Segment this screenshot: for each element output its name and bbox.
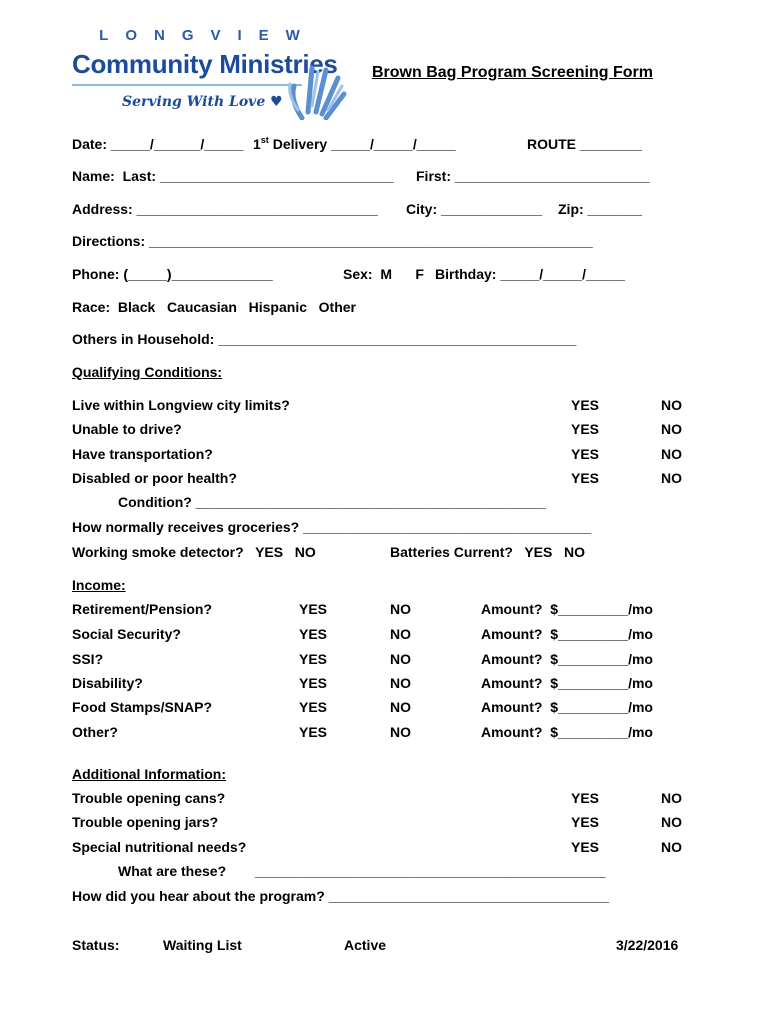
what-are-these-label: What are these?: [118, 863, 227, 879]
yes-option[interactable]: YES: [299, 699, 328, 715]
route-field[interactable]: ROUTE ________: [527, 136, 643, 152]
active-option[interactable]: Active: [344, 937, 387, 953]
community-ministries-logo: [68, 20, 348, 120]
no-option[interactable]: NO: [390, 601, 411, 617]
amount-field[interactable]: Amount? $_________/mo: [481, 601, 653, 617]
delivery-number: 1: [253, 136, 261, 152]
birthday-field[interactable]: Birthday: _____/_____/_____: [435, 266, 625, 282]
first-name-field[interactable]: First: _________________________: [416, 168, 650, 184]
income-type: Disability?: [72, 675, 143, 691]
additional-question: Trouble opening cans?: [72, 790, 226, 806]
income-type: Retirement/Pension?: [72, 601, 213, 617]
yes-option[interactable]: YES: [571, 814, 600, 830]
date-field[interactable]: Date: _____/______/_____: [72, 136, 244, 152]
batteries-field[interactable]: Batteries Current? YES NO: [390, 544, 586, 560]
yes-option[interactable]: YES: [571, 446, 600, 462]
first-delivery-field[interactable]: [253, 136, 456, 152]
income-heading: Income:: [72, 577, 126, 593]
city-field[interactable]: City: _____________: [406, 201, 543, 217]
groceries-field[interactable]: How normally receives groceries? _____________________________________: [72, 519, 592, 535]
yes-option[interactable]: YES: [571, 421, 600, 437]
income-type: Food Stamps/SNAP?: [72, 699, 213, 715]
amount-field[interactable]: Amount? $_________/mo: [481, 724, 653, 740]
directions-field[interactable]: Directions: _________________________________________________________: [72, 233, 593, 249]
delivery-label: Delivery _____/_____/_____: [268, 136, 456, 152]
logo-top-text: LONGVIEW: [99, 27, 317, 44]
what-are-these-field[interactable]: _____________________________________________: [255, 863, 606, 879]
yes-option[interactable]: YES: [571, 397, 600, 413]
heart-icon: ♥: [270, 94, 283, 110]
status-label: Status:: [72, 937, 120, 953]
yes-option[interactable]: YES: [299, 724, 328, 740]
sex-field[interactable]: Sex: M F: [343, 266, 424, 282]
logo-tagline: [122, 94, 283, 110]
logo-main-text: Community Ministries: [72, 49, 338, 79]
additional-question: Special nutritional needs?: [72, 839, 247, 855]
no-option[interactable]: NO: [661, 421, 682, 437]
logo-tagline-text: Serving With Love: [122, 94, 266, 110]
amount-field[interactable]: Amount? $_________/mo: [481, 699, 653, 715]
others-in-household-field[interactable]: Others in Household: ______________________________________________: [72, 331, 577, 347]
no-option[interactable]: NO: [390, 626, 411, 642]
yes-option[interactable]: YES: [299, 651, 328, 667]
income-type: SSI?: [72, 651, 104, 667]
address-field[interactable]: Address: _______________________________: [72, 201, 378, 217]
income-type: Other?: [72, 724, 118, 740]
how-did-you-hear-field[interactable]: How did you hear about the program? ____________________________________: [72, 888, 609, 904]
qualifying-question: Have transportation?: [72, 446, 213, 462]
additional-information-heading: Additional Information:: [72, 766, 226, 782]
yes-option[interactable]: YES: [571, 790, 600, 806]
qualifying-conditions-heading: Qualifying Conditions:: [72, 364, 223, 380]
no-option[interactable]: NO: [390, 724, 411, 740]
smoke-detector-field[interactable]: Working smoke detector? YES NO: [72, 544, 316, 560]
no-option[interactable]: NO: [661, 790, 682, 806]
no-option[interactable]: NO: [390, 651, 411, 667]
no-option[interactable]: NO: [661, 814, 682, 830]
no-option[interactable]: NO: [661, 397, 682, 413]
no-option[interactable]: NO: [390, 675, 411, 691]
amount-field[interactable]: Amount? $_________/mo: [481, 675, 653, 691]
income-type: Social Security?: [72, 626, 181, 642]
yes-option[interactable]: YES: [299, 601, 328, 617]
yes-option[interactable]: YES: [571, 470, 600, 486]
amount-field[interactable]: Amount? $_________/mo: [481, 651, 653, 667]
form-title: Brown Bag Program Screening Form: [372, 64, 653, 81]
qualifying-question: Live within Longview city limits?: [72, 397, 290, 413]
delivery-ordinal: st: [260, 135, 269, 145]
no-option[interactable]: NO: [390, 699, 411, 715]
amount-field[interactable]: Amount? $_________/mo: [481, 626, 653, 642]
no-option[interactable]: NO: [661, 839, 682, 855]
qualifying-question: Disabled or poor health?: [72, 470, 237, 486]
hand-icon: [272, 60, 348, 120]
additional-question: Trouble opening jars?: [72, 814, 219, 830]
yes-option[interactable]: YES: [299, 626, 328, 642]
no-option[interactable]: NO: [661, 470, 682, 486]
zip-field[interactable]: Zip: _______: [558, 201, 643, 217]
phone-field[interactable]: Phone: (_____)_____________: [72, 266, 273, 282]
yes-option[interactable]: YES: [299, 675, 328, 691]
logo-divider: [72, 84, 302, 86]
condition-field[interactable]: Condition? _____________________________________________: [118, 494, 547, 510]
form-date: 3/22/2016: [616, 937, 679, 953]
no-option[interactable]: NO: [661, 446, 682, 462]
race-field[interactable]: Race: Black Caucasian Hispanic Other: [72, 299, 356, 315]
qualifying-question: Unable to drive?: [72, 421, 182, 437]
last-name-field[interactable]: Name: Last: ______________________________: [72, 168, 394, 184]
yes-option[interactable]: YES: [571, 839, 600, 855]
waiting-list-option[interactable]: Waiting List: [163, 937, 242, 953]
